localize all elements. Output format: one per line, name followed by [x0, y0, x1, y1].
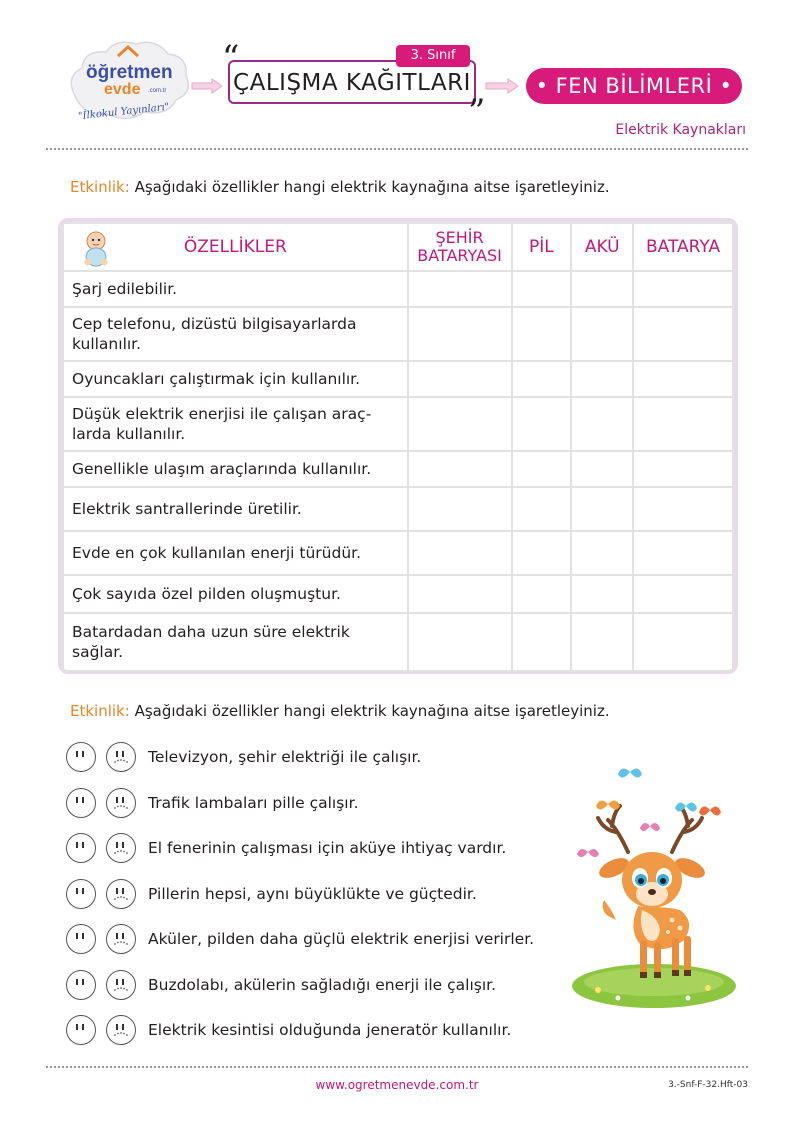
answer-cell-city-battery[interactable]	[408, 361, 512, 397]
table-row	[63, 575, 733, 613]
answer-cell-city-battery[interactable]	[408, 613, 512, 671]
answer-cell-batarya[interactable]	[633, 307, 733, 361]
answer-cell-aku[interactable]	[571, 397, 633, 451]
sad-face-icon[interactable]	[106, 970, 136, 1000]
answer-cell-aku[interactable]	[571, 613, 633, 671]
statement-text: Aküler, pilden daha güçlü elektrik enerjisi verirler.	[148, 930, 535, 948]
answer-cell-pil[interactable]	[512, 613, 572, 671]
footer-divider	[46, 1066, 748, 1068]
answer-cell-pil[interactable]	[512, 361, 572, 397]
logo-domain-text: .com.tr	[148, 88, 167, 94]
header-batarya: BATARYA	[633, 223, 733, 271]
logo-sub-text: evde	[104, 81, 141, 98]
logo-main-text: öğretmen	[86, 62, 173, 83]
property-cell: Cep telefonu, dizüstü bilgisayarlarda kullanılır.	[63, 307, 408, 361]
answer-cell-batarya[interactable]	[633, 361, 733, 397]
property-cell: Çok sayıda özel pilden oluşmuştur.	[63, 575, 408, 613]
butterfly-icon	[618, 768, 642, 777]
happy-face-icon[interactable]	[66, 788, 96, 818]
answer-cell-city-battery[interactable]	[408, 307, 512, 361]
statement-text: Trafik lambaları pille çalışır.	[148, 793, 359, 812]
statement-text: Elektrik kesintisi olduğunda jeneratör kullanılır.	[148, 1021, 512, 1039]
header-pil: PİL	[512, 223, 572, 271]
table-row	[63, 487, 733, 531]
answer-cell-pil[interactable]	[512, 271, 572, 307]
property-cell: Düşük elektrik enerjisi ile çalışan araç-larda kullanılır.	[63, 397, 408, 451]
answer-cell-pil[interactable]	[512, 307, 572, 361]
close-quote-glyph: ”	[468, 92, 486, 132]
table-row	[63, 271, 733, 307]
footer-url[interactable]: www.ogretmenevde.com.tr	[315, 1078, 479, 1092]
logo-tagline: "İlkokul Yayınları"	[77, 101, 170, 123]
statement-text: El fenerinin çalışması için aküye ihtiyaç vardır.	[148, 839, 507, 857]
happy-face-icon[interactable]	[66, 970, 96, 1000]
answer-cell-batarya[interactable]	[633, 575, 733, 613]
sad-face-icon[interactable]	[106, 788, 136, 818]
topic-label: Elektrik Kaynakları	[615, 122, 746, 138]
footer-code: 3.-Snf-F-32.Hft-03	[668, 1080, 748, 1090]
answer-cell-batarya[interactable]	[633, 451, 733, 487]
activity1-text: Aşağıdaki özellikler hangi elektrik kaynağına aitse işaretleyiniz.	[134, 178, 610, 196]
open-quote-glyph: “	[222, 38, 240, 78]
answer-cell-batarya[interactable]	[633, 531, 733, 575]
header-divider	[46, 148, 748, 150]
happy-face-icon[interactable]	[66, 833, 96, 863]
header-city-line2: BATARYASI	[417, 246, 502, 265]
table-row	[63, 397, 733, 451]
happy-face-icon[interactable]	[66, 924, 96, 954]
table-row	[63, 613, 733, 671]
answer-cell-aku[interactable]	[571, 307, 633, 361]
header-properties-label: ÖZELLİKLER	[183, 237, 287, 257]
answer-cell-aku[interactable]	[571, 271, 633, 307]
statement-text: Buzdolabı, akülerin sağladığı enerji ile çalışır.	[148, 975, 497, 994]
answer-cell-batarya[interactable]	[633, 397, 733, 451]
answer-cell-city-battery[interactable]	[408, 397, 512, 451]
butterfly-icon	[577, 849, 599, 857]
worksheet-title: ÇALIŞMA KAĞITLARI	[233, 70, 471, 96]
answer-cell-pil[interactable]	[512, 487, 572, 531]
baby-icon	[76, 228, 116, 268]
property-cell: Evde en çok kullanılan enerji türüdür.	[63, 531, 408, 575]
property-cell: Şarj edilebilir.	[63, 271, 408, 307]
subject-pill: • FEN BİLİMLERİ •	[526, 68, 742, 104]
sad-face-icon[interactable]	[106, 879, 136, 909]
activity2-instruction	[70, 702, 610, 720]
statement-text: Pillerin hepsi, aynı büyüklükte ve güçtedir.	[148, 884, 477, 903]
property-cell: Oyuncakları çalıştırmak için kullanılır.	[63, 361, 408, 397]
sad-face-icon[interactable]	[106, 924, 136, 954]
table-row	[63, 451, 733, 487]
arrow-right-icon	[484, 78, 520, 94]
butterfly-icon	[596, 800, 620, 809]
answer-cell-city-battery[interactable]	[408, 531, 512, 575]
butterfly-icon	[675, 802, 697, 811]
statement-text: Televizyon, şehir elektriği ile çalışır.	[148, 748, 422, 766]
answer-cell-city-battery[interactable]	[408, 451, 512, 487]
answer-cell-pil[interactable]	[512, 531, 572, 575]
header-aku: AKÜ	[571, 223, 633, 271]
grade-badge: 3. Sınıf	[396, 45, 470, 67]
butterfly-icon	[699, 806, 721, 815]
table-row	[63, 361, 733, 397]
answer-cell-aku[interactable]	[571, 361, 633, 397]
activity2-label: Etkinlik:	[70, 702, 130, 720]
answer-cell-aku[interactable]	[571, 531, 633, 575]
header-city-battery	[408, 223, 512, 271]
happy-face-icon[interactable]	[66, 742, 96, 772]
answer-cell-city-battery[interactable]	[408, 487, 512, 531]
butterfly-icon	[640, 823, 660, 831]
activity1-label: Etkinlik:	[70, 178, 130, 196]
answer-cell-batarya[interactable]	[633, 487, 733, 531]
answer-cell-aku[interactable]	[571, 451, 633, 487]
answer-cell-pil[interactable]	[512, 575, 572, 613]
sad-face-icon[interactable]	[106, 742, 136, 772]
happy-face-icon[interactable]	[66, 1015, 96, 1045]
answer-cell-pil[interactable]	[512, 451, 572, 487]
logo	[64, 36, 192, 126]
sad-face-icon[interactable]	[106, 1015, 136, 1045]
answer-cell-aku[interactable]	[571, 575, 633, 613]
property-cell: Batardadan daha uzun süre elektrik sağlar.	[63, 613, 408, 671]
answer-cell-pil[interactable]	[512, 397, 572, 451]
deer-illustration	[568, 760, 738, 1020]
answer-cell-city-battery[interactable]	[408, 575, 512, 613]
activity1-instruction	[70, 178, 610, 196]
activity2-text: Aşağıdaki özellikler hangi elektrik kaynağına aitse işaretleyiniz.	[134, 702, 610, 720]
property-cell: Genellikle ulaşım araçlarında kullanılır.	[63, 451, 408, 487]
answer-cell-aku[interactable]	[571, 487, 633, 531]
table-row	[63, 307, 733, 361]
happy-face-icon[interactable]	[66, 879, 96, 909]
table-header-row	[63, 223, 733, 271]
sad-face-icon[interactable]	[106, 833, 136, 863]
arrow-right-icon	[190, 78, 224, 94]
header-city-line1: ŞEHİR	[435, 228, 484, 247]
table-row	[63, 531, 733, 575]
answer-cell-batarya[interactable]	[633, 271, 733, 307]
answer-cell-batarya[interactable]	[633, 613, 733, 671]
answer-cell-city-battery[interactable]	[408, 271, 512, 307]
properties-table	[62, 222, 734, 672]
header-properties	[63, 223, 408, 271]
property-cell: Elektrik santrallerinde üretilir.	[63, 487, 408, 531]
